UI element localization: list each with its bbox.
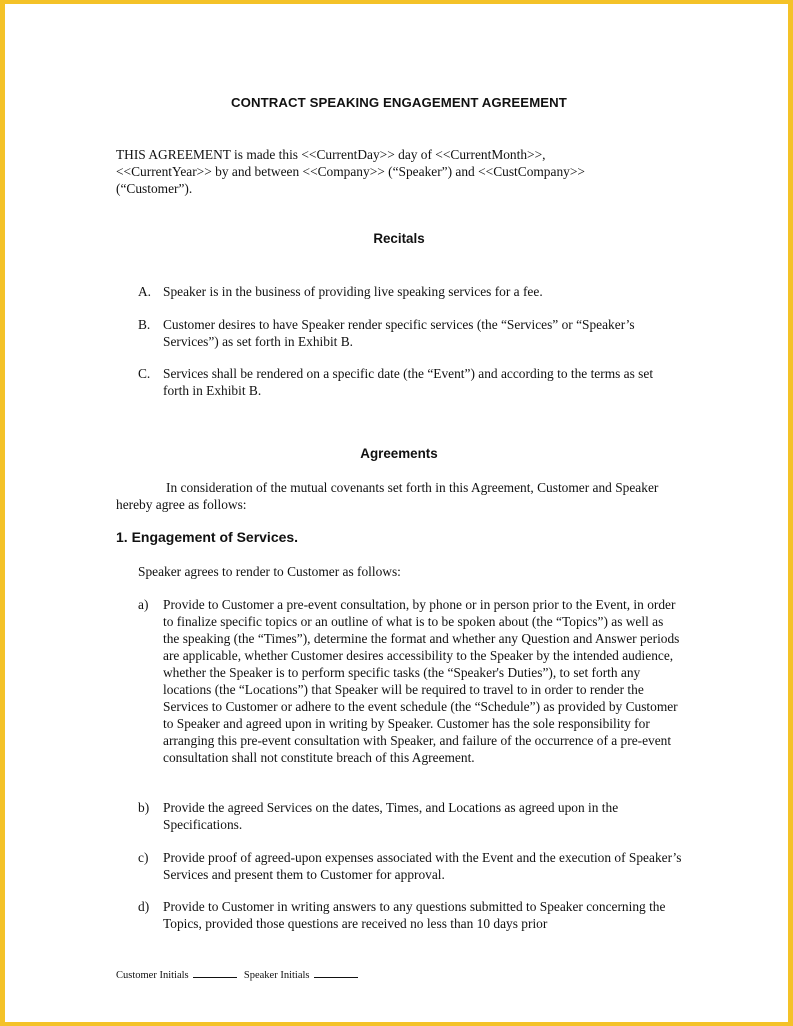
recital-item-a bbox=[138, 283, 682, 300]
service-item-d bbox=[138, 898, 682, 932]
section-1-lead: Speaker agrees to render to Customer as follows: bbox=[138, 564, 401, 579]
speaker-initials-label: Speaker Initials bbox=[243, 970, 310, 981]
list-item-text: Speaker is in the business of providing live speaking services for a fee. bbox=[163, 284, 543, 299]
list-marker: A. bbox=[138, 284, 152, 299]
list-marker: b) bbox=[138, 800, 150, 815]
recital-item-b bbox=[138, 316, 682, 350]
list-marker: a) bbox=[138, 597, 149, 612]
list-item-text: Provide proof of agreed-upon expenses associated with the Event and the execution of Speaker’s Services and present them to Customer for approval. bbox=[163, 850, 682, 882]
list-item-text: Customer desires to have Speaker render specific services (the “Services” or “Speaker’s Services”) as set forth in Exhibit B. bbox=[163, 317, 635, 349]
agreements-heading: Agreements bbox=[360, 446, 438, 461]
list-item-text: Services shall be rendered on a specific date (the “Event”) and according to the terms as set forth in Exhibit B. bbox=[163, 366, 654, 398]
list-marker: C. bbox=[138, 366, 151, 381]
initials-footer bbox=[116, 968, 362, 983]
document-page bbox=[5, 4, 788, 1022]
document-title: CONTRACT SPEAKING ENGAGEMENT AGREEMENT bbox=[231, 95, 567, 110]
recital-item-c bbox=[138, 365, 682, 399]
intro-paragraph: THIS AGREEMENT is made this <<CurrentDay>> day of <<CurrentMonth>>, <<CurrentYear>> by and between <<Company>> (“Speaker”) and <<CustCompany>> (“Customer”). bbox=[116, 147, 585, 196]
customer-initials-blank[interactable] bbox=[193, 968, 237, 978]
speaker-initials-blank[interactable] bbox=[314, 968, 358, 978]
section-1-heading: 1. Engagement of Services. bbox=[116, 529, 299, 545]
list-marker: c) bbox=[138, 850, 149, 865]
service-item-b bbox=[138, 799, 682, 833]
customer-initials-label: Customer Initials bbox=[116, 970, 189, 981]
recitals-heading: Recitals bbox=[373, 231, 425, 246]
service-item-a bbox=[138, 596, 682, 766]
list-item-text: Provide to Customer a pre-event consultation, by phone or in person prior to the Event, in order to finalize specific topics or an outline of what is to be spoken about (the “Topics”) as well as the speaking (the “Times”), determine the format and whether any Question and Answer periods are applicable, whether Customer desires accessibility to the Speaker by the intended audience, whether the Speaker is to perform specific tasks (the “Speaker's Duties”), to set forth any locations (the “Locations”) that Speaker will be required to travel to in order to render the Services to Customer or adhere to the event schedule (the “Schedule”) as provided by Customer to Speaker and agreed upon in writing by Speaker. Customer has the sole responsibility for arranging this pre-event consultation with Speaker, and failure of the occurrence of a pre-event consultation shall not constitute breach of this Agreement. bbox=[163, 597, 680, 765]
service-item-c bbox=[138, 849, 682, 883]
list-marker: B. bbox=[138, 317, 151, 332]
list-marker: d) bbox=[138, 899, 150, 914]
list-item-text: Provide to Customer in writing answers to any questions submitted to Speaker concerning the Topics, provided those questions are received no less than 10 days prior bbox=[163, 899, 666, 931]
list-item-text: Provide the agreed Services on the dates, Times, and Locations as agreed upon in the Specifications. bbox=[163, 800, 619, 832]
consideration-paragraph: In consideration of the mutual covenants set forth in this Agreement, Customer and Speaker hereby agree as follows: bbox=[116, 480, 659, 512]
